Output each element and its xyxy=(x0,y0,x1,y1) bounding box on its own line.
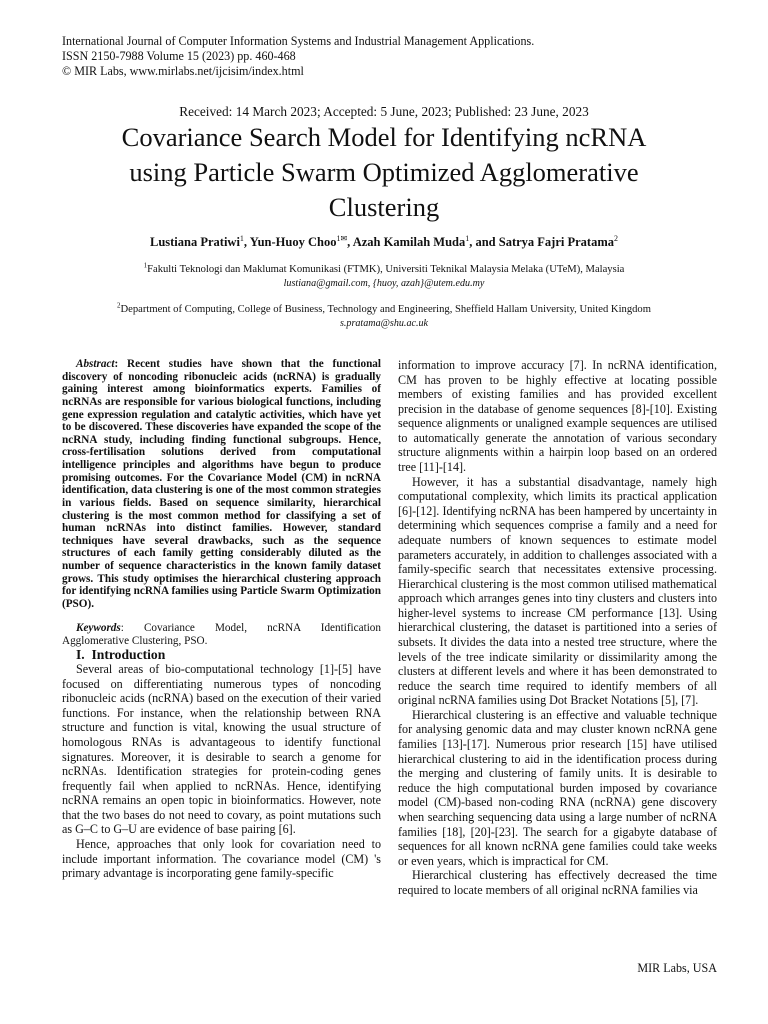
title-line: Clustering xyxy=(328,192,440,222)
right-column xyxy=(398,358,717,897)
affiliation-text: Department of Computing, College of Business, Technology and Engineering, Sheffield Hallam University, United Kingdom xyxy=(120,304,651,315)
affiliation-email: s.pratama@shu.ac.uk xyxy=(339,317,429,329)
keywords: Keywords: Covariance Model, ncRNA Identification Agglomerative Clustering, PSO. xyxy=(62,621,381,647)
abstract: Abstract: Recent studies have shown that the functional discovery of noncoding ribonucleic acids (ncRNA) is gradually gaining interest among bioinformatics experts. Families of ncRNAs are responsible for various biological functions, including gene expression regulation and catalytic activities, which have yet to be discovered. These discoveries have expanded the scope of the ncRNA study, including finding functional subgroups. Hence, cross-fertilisation solutions derived from computational intelligence principles and algorithms have begun to produce promising outcomes. For the Covariance Model (CM) in ncRNA identification, data clustering is one of the most common strategies in various fields. Based on sequence similarity, hierarchical clustering is the most common method for classifying a set of human ncRNAs into distinct families. However, standard techniques have several drawbacks, such as the sequence structures of each family getting considerably diluted as the number of sequence characteristics in the known family dataset grows. This study optimises the hierarchical clustering approach for identifying ncRNA families using Particle Swarm Optimization (PSO). xyxy=(62,358,381,610)
author-name: and Satrya Fajri Pratama xyxy=(475,235,615,249)
author-affil-mark: 1 xyxy=(465,233,470,243)
affiliation-2: $^2$Department of Computing, College of Business, Technology and Engineering, Sheffield Hallam University, United Kingdom s.pratama@shu.ac.uk xyxy=(0,303,768,330)
keywords-text: Covariance Model, ncRNA Identification Agglomerative Clustering, PSO. xyxy=(62,621,381,647)
title-line: Covariance Search Model for Identifying ncRNA xyxy=(121,122,647,152)
title-line: using Particle Swarm Optimized Agglomerative xyxy=(129,157,639,187)
affiliation-email: lustiana@gmail.com, {huoy, azah}@utem.edu.my xyxy=(283,277,485,289)
paper-title xyxy=(40,120,728,225)
left-column xyxy=(62,358,381,881)
body-paragraph: However, it has a substantial disadvantage, namely high computational complexity, which limits its practical application [6]-[12]. Identifying ncRNA has been hampered by uncertainty in determining which sequences comprise a family and a need for adequate numbers of known sequences to estimate model parameters accurately, in addition to challenges associated with a family-specific search that necessitates extensive processing. Hierarchical clustering is the most common utilised mathematical approach which arranges genes into tiny clusters and clusters into higher-level systems to increase CM performance [13]. Using hierarchical clustering, the dataset is partitioned into a series of subsets. It divides the data into a nested tree structure, where the levels of the tree indicate similarity or dissimilarity among the clusters at different levels and where it has been demonstrated to reduce the search time required to identify members of all original ncRNA families using Dot Bracket Notations [5], [7]. xyxy=(398,474,717,708)
journal-issn: ISSN 2150-7988 Volume 15 (2023) pp. 460-468 xyxy=(62,49,296,64)
body-paragraph: information to improve accuracy [7]. In ncRNA identification, CM has proven to be highly effective at locating possible members of existing families and has provided excellent precision in the database of genome sequences [8]-[10]. Existing sequence alignments or unaligned example sequences are utilised to automatically generate the annotation of various secondary structure alignments within a hairpin loop based on an ordered tree [11]-[14]. xyxy=(398,358,717,475)
journal-header xyxy=(62,34,722,80)
received-line: Received: 14 March 2023; Accepted: 5 June, 2023; Published: 23 June, 2023 xyxy=(179,104,589,119)
keywords-label: Keywords xyxy=(76,621,121,634)
page-footer: MIR Labs, USA xyxy=(637,961,717,975)
body-paragraph: Hierarchical clustering is an effective and valuable technique for analysing genomic data and may cluster known ncRNA gene families [13]-[17]. Numerous prior research [15] have utilised hierarchical clustering to aid in the identification process during the merging and clustering of family units. It is desirable to reduce the high computational burden imposed by covariance model (CM)-based non-coding RNA (ncRNA) gene discovery when searching sequencing data using a large number of ncRNA families [18], [20]-[23]. The search for a gigabyte database of sequences for all known ncRNA gene families could take weeks or even years, which is impractical for CM. xyxy=(398,707,717,868)
body-paragraph: Hence, approaches that only look for covariation need to include important information. The covariance model (CM) 's primary advantage is incorporating gene family-specific xyxy=(62,837,381,881)
abstract-text: Recent studies have shown that the functional discovery of noncoding ribonucleic acids (ncRNA) is gradually gaining interest among bioinformatics experts. Families of ncRNAs are responsible for various biological functions, including gene expression regulation and catalytic activities, which have yet to be discovered. These discoveries have expanded the scope of the ncRNA study, including finding functional subgroups. Hence, cross-fertilisation solutions derived from computational intelligence principles and algorithms have begun to produce promising outcomes. For the Covariance Model (CM) in ncRNA identification, data clustering is one of the most common strategies in various fields. Based on sequence similarity, hierarchical clustering is the most common method for classifying a set of human ncRNAs into distinct families. However, standard techniques have several drawbacks, such as the sequence structures of each family getting considerably diluted as the number of sequence characteristics in the known family dataset grows. This study optimises the hierarchical clustering approach for identifying ncRNA families using Particle Swarm Optimization (PSO). xyxy=(62,358,381,610)
author-list: Lustiana Pratiwi$^1$, Yun-Huoy Choo$^{1✉}$, Azah Kamilah Muda$^1$, and Satrya Fajri Pratama$^2$ xyxy=(149,233,619,249)
abstract-label: Abstract xyxy=(76,358,115,370)
author-name: Yun-Huoy Choo xyxy=(249,235,337,249)
author-affil-mark: 1✉ xyxy=(336,233,348,243)
body-paragraph: Hierarchical clustering has effectively decreased the time required to locate members of all original ncRNA families via xyxy=(398,868,717,897)
journal-copyright: © MIR Labs, www.mirlabs.net/ijcisim/index.html xyxy=(62,64,304,79)
author-name: Lustiana Pratiwi xyxy=(149,235,240,249)
body-paragraph: Several areas of bio-computational technology [1]-[5] have focused on differentiating numerous types of noncoding ribonucleic acids (ncRNA) based on the execution of their varied functions. For instance, when the relationship between RNA structure and function is vital, knowing the usual structure of homologous RNAs is advantageous to identify functional signatures. Moreover, it is desirable to search a genome for ncRNAs. Identification strategies for protein-coding genes frequently fail when applied to ncRNAs. Hence, identifying ncRNA remains an open topic in bioinformatics. However, note that the two bases do not need to covary, as point mutations such as G–C to G–U are evidence of base pairing [6]. xyxy=(62,662,381,837)
envelope-icon: ✉ xyxy=(340,233,348,243)
section-heading: I. Introduction xyxy=(76,646,166,662)
author-affil-mark: 1 xyxy=(239,233,244,243)
affiliation-text: Fakulti Teknologi dan Maklumat Komunikasi (FTMK), Universiti Teknikal Malaysia Melaka (UTeM), Malaysia xyxy=(147,264,625,275)
author-affil-mark: 2 xyxy=(614,233,619,243)
author-name: Azah Kamilah Muda xyxy=(352,235,466,249)
journal-name: International Journal of Computer Information Systems and Industrial Management Applications. xyxy=(62,34,535,48)
affiliation-1: $^1$Fakulti Teknologi dan Maklumat Komunikasi (FTMK), Universiti Teknikal Malaysia Melaka (UTeM), Malaysia lustiana@gmail.com, {huoy, azah}@utem.edu.my xyxy=(0,263,768,290)
